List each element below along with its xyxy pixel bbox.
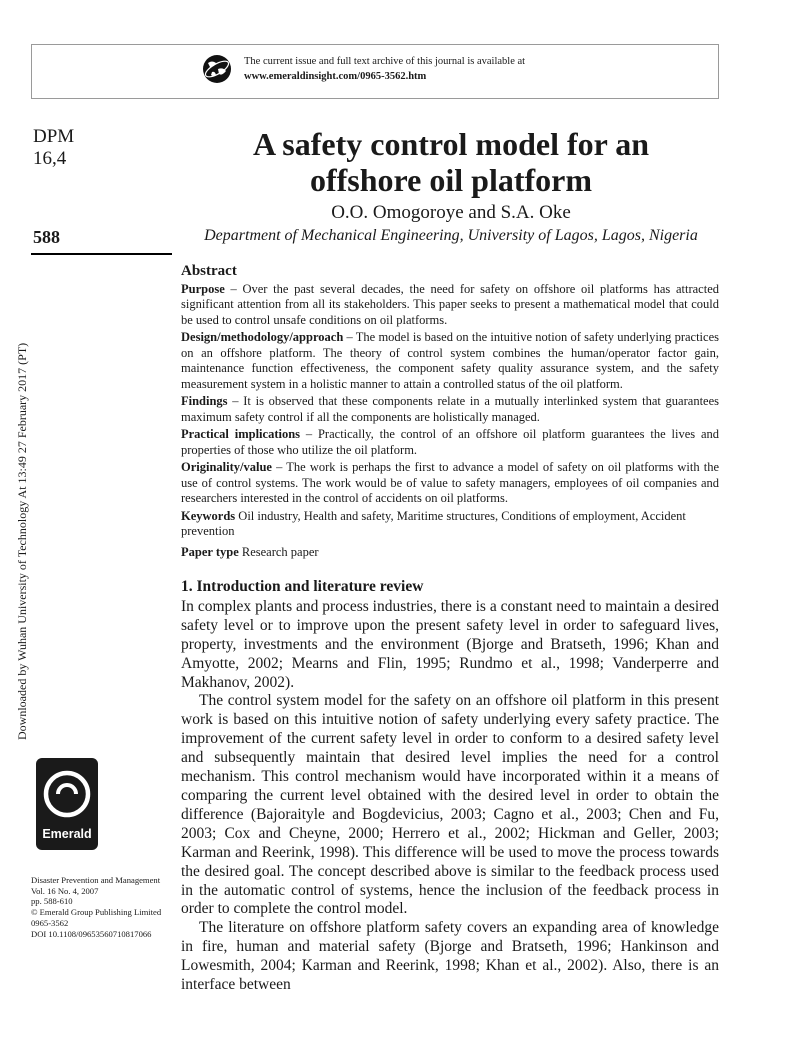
abstract-originality: Originality/value – The work is perhaps the first to advance a model of safety on oil platforms with the use of control systems. The work would be of value to safety managers, employees of oil companies and researchers interested in the control of accidents on oil platforms. xyxy=(181,460,719,505)
abstract-keywords: Keywords Oil industry, Health and safety, Maritime structures, Conditions of employment, Accident prevention xyxy=(181,508,686,538)
abstract-findings: Findings – It is observed that these components relate in a mutually interlinked system that guarantees maximum safety control if all the components are holistically managed. xyxy=(181,394,719,424)
intro-paragraph-3: The literature on offshore platform safety covers an expanding area of knowledge in fire, human and material safety (Bjorge and Bratseth, 1996; Hankinson and Lowesmith, 2004; Karman and Reerink, 1998; Khan et al., 2002). Also, there is an interface between xyxy=(181,919,719,994)
abstract-purpose: Purpose – Over the past several decades, the need for safety on offshore oil platforms has attracted significant attention from all its stakeholders. This paper seeks to present a mathematical model that could be used to control unsafe conditions on oil platforms. xyxy=(181,281,719,327)
pub-pages: pp. 588-610 xyxy=(31,896,73,907)
logo-text: Emerald xyxy=(42,827,92,841)
abstract-heading: Abstract xyxy=(181,263,237,279)
abstract-practical-implications: Practical implications – Practically, the control of an offshore oil platform guarantees the lives and properties of those who utilize the oil platform. xyxy=(181,427,720,457)
pub-copyright: © Emerald Group Publishing Limited xyxy=(31,907,162,918)
article-body xyxy=(181,578,719,995)
journal-info xyxy=(33,126,74,170)
archive-url-link[interactable]: www.emeraldinsight.com/0965-3562.htm xyxy=(244,71,427,82)
archive-notice-text: The current issue and full text archive of this journal is available at xyxy=(244,56,526,67)
page-number-rule xyxy=(31,253,172,255)
download-watermark: Downloaded by Wuhan University of Technology At 13:49 27 February 2017 (PT) xyxy=(15,342,29,740)
abstract-methodology: Design/methodology/approach – The model is based on the intuitive notion of safety underlying practices on an offshore platform. The theory of control system combines the human/operator factor gain, maintenance function effectiveness, the component safety quality assurance system, and the safety measurement system in a holistic manner to attain a controlled status of the oil platform. xyxy=(181,330,719,391)
abstract xyxy=(181,264,719,562)
pub-journal-name: Disaster Prevention and Management xyxy=(31,875,161,885)
article-title xyxy=(182,126,720,198)
emerald-logo xyxy=(36,758,98,850)
author-affiliation: Department of Mechanical Engineering, University of Lagos, Lagos, Nigeria xyxy=(204,227,698,244)
article-authors: O.O. Omogoroye and S.A. Oke xyxy=(331,202,571,223)
title-line-2: offshore oil platform xyxy=(309,162,593,198)
pub-volume: Vol. 16 No. 4, 2007 xyxy=(31,885,99,896)
intro-paragraph-1: In complex plants and process industries, there is a constant need to maintain a desired safety level or to improve upon the present safety level in order to safeguard lives, property, investments and the environment (Bjorge and Bratseth, 1996; Khan and Amyotte, 2002; Mearns and Flin, 1995; Rundmo et al., 1998; Vanderperre and Makhanov, 2002). xyxy=(181,597,719,691)
section-heading-intro: 1. Introduction and literature review xyxy=(181,578,424,595)
pub-doi: DOI 10.1108/09653560710817066 xyxy=(31,928,152,939)
journal-abbrev: DPM xyxy=(33,126,75,147)
volume-issue: 16,4 xyxy=(33,148,67,169)
publication-info xyxy=(31,875,181,939)
title-line-1: A safety control model for an xyxy=(252,126,650,162)
pub-issn: 0965-3562 xyxy=(31,917,69,928)
globe-icon xyxy=(202,54,232,84)
page-number: 588 xyxy=(33,227,60,247)
abstract-paper-type: Paper type Research paper xyxy=(181,544,319,559)
intro-paragraph-2: The control system model for the safety on an offshore oil platform in this present work is based on this intuitive notion of safety underlying every safety practice. The improvement of the current safety level in order to conform to a desired safety level and subsequently maintain that desired level implies the need for a control mechanism. This control mechanism would have incorporated within it a means of comparing the current level obtained with the desired level in order to obtain the difference (Bajoraityle and Bogdevicius, 2003; Cagno et al., 2003; Chen and Fu, 2003; Cox and Cheyne, 2000; Herrero et al., 2002; Hickman and Geller, 2003; Karman and Reerink, 1998). This difference will be used to move the process towards the desired goal. The concept described above is similar to the feedback process used in the automatic control of systems, hence the inclusion of the feedback process in order to complete the control model. xyxy=(181,692,719,918)
